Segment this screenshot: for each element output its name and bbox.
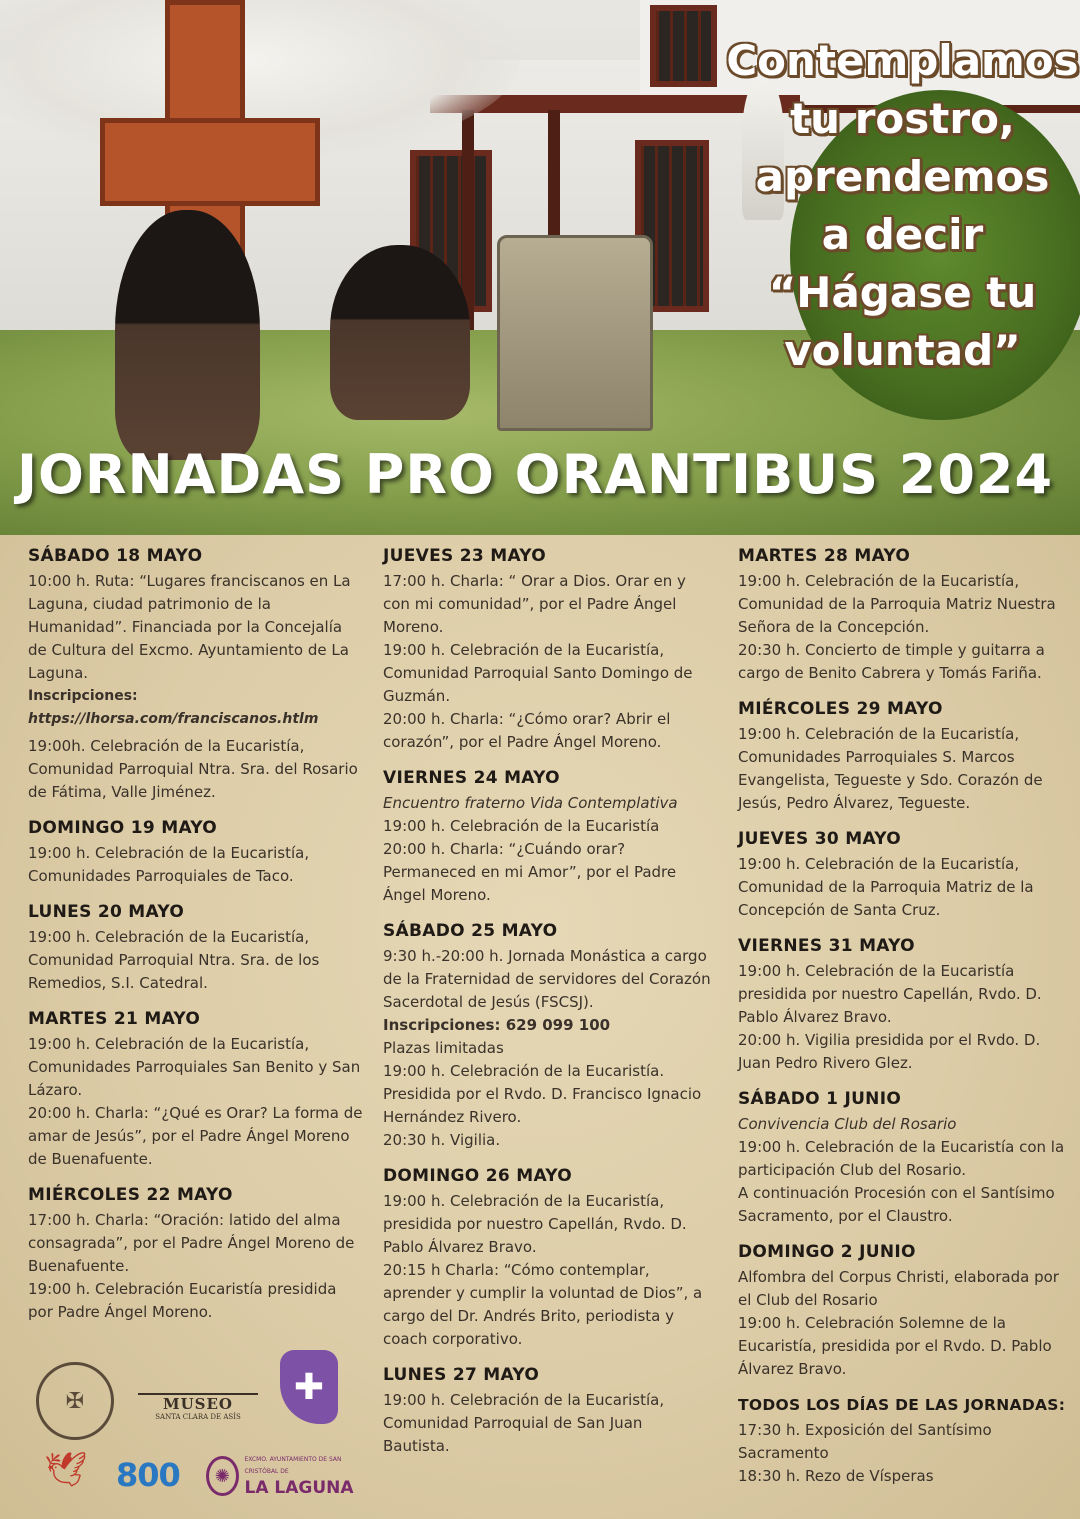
day-line: 10:00 h. Ruta: “Lugares franciscanos en La Laguna, ciudad patrimonio de la Humanidad”. Financiada por la Concejalía de Cultura del Excmo. Ayuntamiento de La Laguna. bbox=[28, 572, 351, 682]
registration-link[interactable]: https://lhorsa.com/franciscanos.htlm bbox=[28, 711, 319, 727]
day-line: 19:00 h. Celebración de la Eucaristía, Comunidad Parroquial de San Juan Bautista. bbox=[383, 1391, 665, 1455]
day-line: 19:00 h. Celebración de la Eucaristía, Comunidad de la Parroquia Matriz de la Concepción de Santa Cruz. bbox=[738, 855, 1034, 919]
day-line: 17:00 h. Charla: “ Orar a Dios. Orar en y con mi comunidad”, por el Padre Ángel Moreno. bbox=[383, 572, 686, 636]
day-title: TODOS LOS DÍAS DE LAS JORNADAS: bbox=[738, 1396, 1066, 1414]
day-title: SÁBADO 25 MAYO bbox=[383, 921, 558, 941]
event-title: JORNADAS PRO ORANTIBUS 2024 bbox=[16, 443, 1054, 506]
day-line: 19:00 h. Celebración de la Eucaristía, Comunidad Parroquial Santo Domingo de Guzmán. bbox=[383, 641, 693, 705]
header-photo bbox=[0, 0, 1080, 535]
day-line: 20:00 h. Charla: “¿Qué es Orar? La forma de amar de Jesús”, por el Padre Ángel Moreno de Buenafuente. bbox=[28, 1104, 363, 1168]
day-line: 19:00 h. Celebración de la Eucaristía. Presidida por el Rvdo. D. Francisco Ignacio Hernández Rivero. bbox=[383, 1062, 702, 1126]
day-line: 17:00 h. Charla: “Oración: latido del alma consagrada”, por el Padre Ángel Moreno de Buenafuente. bbox=[28, 1211, 355, 1275]
headline-line: voluntad” bbox=[784, 326, 1021, 375]
day-title: SÁBADO 18 MAYO bbox=[28, 546, 203, 566]
day-line: 9:30 h.-20:00 h. Jornada Monástica a cargo de la Fraternidad de servidores del Corazón Sacerdotal de Jesús (FSCSJ). bbox=[383, 947, 711, 1011]
headline-line: “Hágase tu bbox=[768, 268, 1037, 317]
day-line: 19:00 h. Celebración de la Eucaristía, Comunidad de la Parroquia Matriz Nuestra Señora de la Concepción. bbox=[738, 572, 1056, 636]
day-line: 19:00 h. Celebración de la Eucaristía, Comunidades Parroquiales de Taco. bbox=[28, 844, 310, 885]
day-block bbox=[383, 767, 713, 907]
day-title: LUNES 20 MAYO bbox=[28, 902, 185, 922]
day-block bbox=[383, 1165, 713, 1351]
program-column-2 bbox=[383, 545, 713, 1471]
day-block bbox=[28, 1008, 363, 1171]
day-title: DOMINGO 26 MAYO bbox=[383, 1166, 573, 1186]
laguna-big-text: LA LAGUNA bbox=[244, 1478, 354, 1498]
museo-title: MUSEO bbox=[138, 1393, 258, 1413]
day-line: 19:00 h. Celebración de la Eucaristía, presidida por nuestro Capellán, Rvdo. D. Pablo Álvarez Bravo. bbox=[383, 1192, 687, 1256]
day-block bbox=[28, 545, 363, 804]
museo-logo bbox=[138, 1365, 258, 1427]
day-block bbox=[28, 901, 363, 995]
stone-well bbox=[497, 235, 653, 431]
day-title: JUEVES 30 MAYO bbox=[738, 829, 902, 849]
day-line: 19:00 h. Celebración de la Eucaristía, Comunidades Parroquiales S. Marcos Evangelista, Tegueste y Sdo. Corazón de Jesús, Pedro Álvarez, Tegueste. bbox=[738, 725, 1043, 812]
day-line: 19:00 h. Celebración de la Eucaristía, Comunidad Parroquial Ntra. Sra. de los Remedios, S.I. Catedral. bbox=[28, 928, 320, 992]
day-title: MARTES 28 MAYO bbox=[738, 546, 911, 566]
day-block bbox=[383, 545, 713, 754]
program-column-1 bbox=[28, 545, 363, 1337]
day-line: A continuación Procesión con el Santísimo Sacramento, por el Claustro. bbox=[738, 1184, 1055, 1225]
day-line: 19:00 h. Celebración de la Eucaristía presidida por nuestro Capellán, Rvdo. D. Pablo Álvarez Bravo. bbox=[738, 962, 1042, 1026]
dove-icon: 🕊 bbox=[44, 1450, 88, 1490]
day-line: 20:00 h. Vigilia presidida por el Rvdo. D. Juan Pedro Rivero Glez. bbox=[738, 1031, 1041, 1072]
cross-icon: ✚ bbox=[280, 1350, 338, 1424]
cross-horizontal bbox=[100, 118, 320, 206]
day-line: Encuentro fraterno Vida Contemplativa bbox=[383, 794, 678, 812]
registration-phone: Inscripciones: 629 099 100 bbox=[383, 1016, 611, 1034]
day-line: Plazas limitadas bbox=[383, 1039, 504, 1057]
day-line: 19:00h. Celebración de la Eucaristía, Comunidad Parroquial Ntra. Sra. del Rosario de Fátima, Valle Jiménez. bbox=[28, 737, 358, 801]
day-line: 20:30 h. Vigilia. bbox=[383, 1131, 501, 1149]
program-column-3 bbox=[738, 545, 1068, 1501]
day-title: JUEVES 23 MAYO bbox=[383, 546, 547, 566]
day-title: VIERNES 24 MAYO bbox=[383, 768, 560, 788]
wheel-icon: ✺ bbox=[206, 1456, 239, 1496]
laguna-logo bbox=[206, 1456, 356, 1496]
day-line: 20:00 h. Charla: “¿Cuándo orar? Permaneced en mi Amor”, por el Padre Ángel Moreno. bbox=[383, 840, 677, 904]
headline bbox=[725, 32, 1080, 380]
number-logo: 800 bbox=[116, 1456, 180, 1494]
day-block bbox=[738, 1394, 1068, 1488]
day-block bbox=[738, 545, 1068, 685]
day-title: SÁBADO 1 JUNIO bbox=[738, 1089, 902, 1109]
day-block bbox=[28, 817, 363, 888]
day-line: 19:00 h. Celebración de la Eucaristía, Comunidades Parroquiales San Benito y San Lázaro. bbox=[28, 1035, 361, 1099]
day-line: 17:30 h. Exposición del Santísimo Sacramento bbox=[738, 1421, 992, 1462]
day-title: MARTES 21 MAYO bbox=[28, 1009, 201, 1029]
day-block bbox=[738, 828, 1068, 922]
day-title: DOMINGO 2 JUNIO bbox=[738, 1242, 916, 1262]
day-line: 20:15 h Charla: “Cómo contemplar, aprender y cumplir la voluntad de Dios”, a cargo del Dr. Andrés Brito, periodista y coach corporativo. bbox=[383, 1261, 703, 1348]
headline-line: aprendemos bbox=[755, 152, 1050, 201]
day-block bbox=[383, 1364, 713, 1458]
day-line: 19:00 h. Celebración de la Eucaristía bbox=[383, 817, 660, 835]
day-block bbox=[738, 935, 1068, 1075]
kneeling-nun bbox=[115, 210, 260, 460]
day-line: Inscripciones: bbox=[28, 688, 138, 704]
monastery-seal-icon: ✠ bbox=[36, 1362, 114, 1440]
day-line: 19:00 h. Celebración de la Eucaristía con la participación Club del Rosario. bbox=[738, 1138, 1065, 1179]
day-line: Alfombra del Corpus Christi, elaborada por el Club del Rosario bbox=[738, 1268, 1059, 1309]
day-line: Convivencia Club del Rosario bbox=[738, 1115, 957, 1133]
day-title: VIERNES 31 MAYO bbox=[738, 936, 915, 956]
window bbox=[650, 5, 717, 87]
day-line: 18:30 h. Rezo de Vísperas bbox=[738, 1467, 934, 1485]
day-line: 20:30 h. Concierto de timple y guitarra a cargo de Benito Cabrera y Tomás Fariña. bbox=[738, 641, 1045, 682]
day-block bbox=[738, 698, 1068, 815]
headline-line: Contemplamos bbox=[726, 36, 1079, 85]
day-line: 20:00 h. Charla: “¿Cómo orar? Abrir el corazón”, por el Padre Ángel Moreno. bbox=[383, 710, 671, 751]
day-title: MIÉRCOLES 22 MAYO bbox=[28, 1185, 233, 1205]
museo-subtitle: SANTA CLARA DE ASÍS bbox=[155, 1413, 241, 1421]
day-line: 19:00 h. Celebración Eucaristía presidida por Padre Ángel Moreno. bbox=[28, 1280, 337, 1321]
laguna-small-text: EXCMO. AYUNTAMIENTO DE SAN CRISTÓBAL DE bbox=[244, 1456, 342, 1475]
day-title: LUNES 27 MAYO bbox=[383, 1365, 540, 1385]
headline-line: tu rostro, bbox=[790, 94, 1015, 143]
headline-line: a decir bbox=[821, 210, 984, 259]
day-title: MIÉRCOLES 29 MAYO bbox=[738, 699, 943, 719]
day-block bbox=[28, 1184, 363, 1324]
day-block bbox=[738, 1241, 1068, 1381]
kneeling-nun bbox=[330, 245, 470, 420]
day-line: 19:00 h. Celebración Solemne de la Eucaristía, presidida por el Rvdo. D. Pablo Álvarez Bravo. bbox=[738, 1314, 1052, 1378]
day-title: DOMINGO 19 MAYO bbox=[28, 818, 218, 838]
day-block bbox=[738, 1088, 1068, 1228]
day-block bbox=[383, 920, 713, 1152]
